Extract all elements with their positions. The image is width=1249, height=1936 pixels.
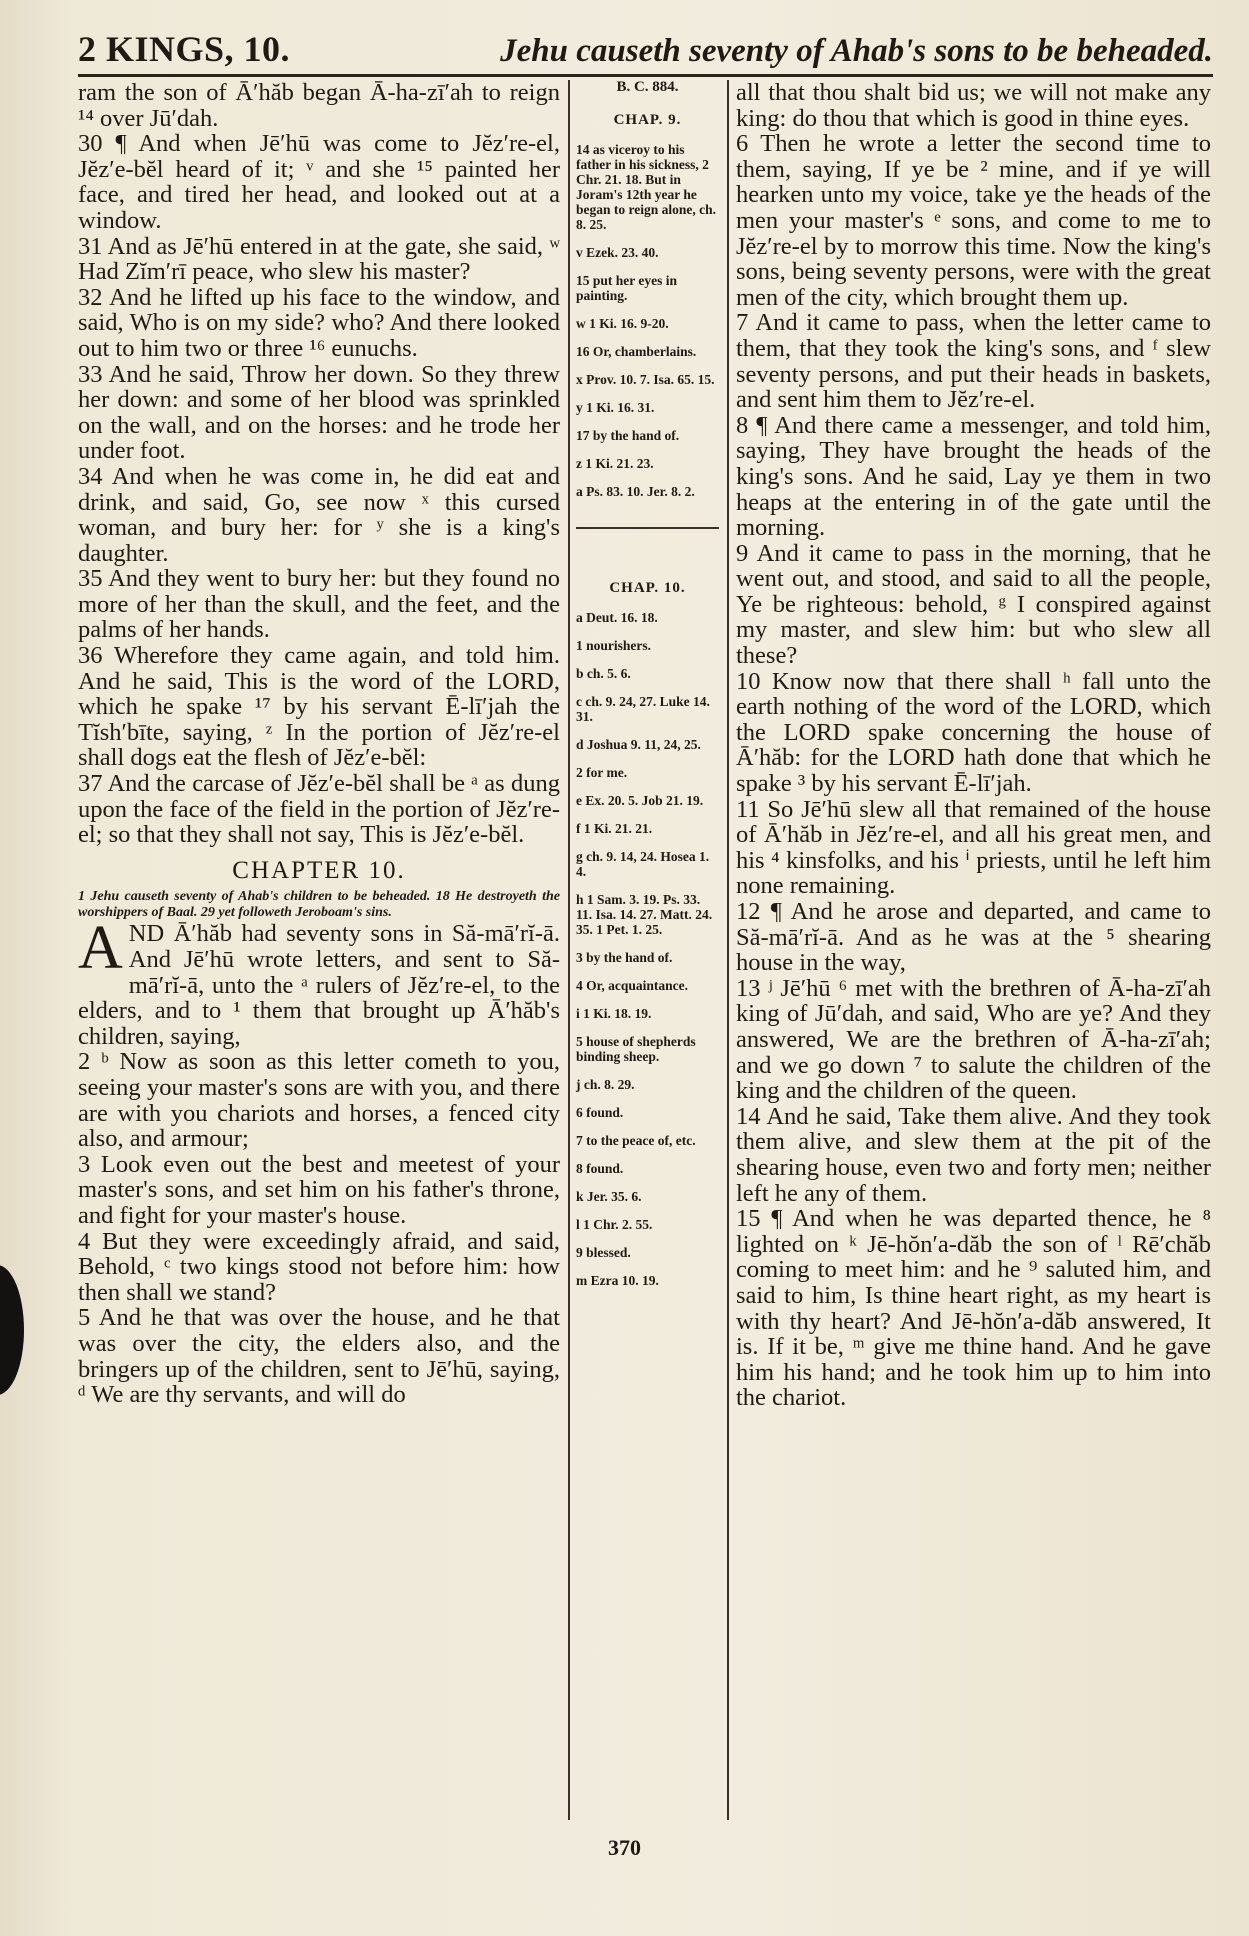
reference-note: x Prov. 10. 7. Isa. 65. 15. [576, 372, 715, 387]
reference-note: a Deut. 16. 18. [576, 610, 658, 625]
reference-note: l 1 Chr. 2. 55. [576, 1217, 653, 1232]
verse: 7 And it came to pass, when the letter came to them, that they took the king's sons, and ᶠ slew seventy persons, and put their heads in baskets, and sent him them to Jĕz′re-el. [736, 309, 1211, 414]
verse: 3 Look even out the best and meetest of your master's sons, and set him on his father's throne, and fight for your master's house. [78, 1150, 560, 1229]
verse: 12 ¶ And he arose and departed, and came to Să-mā′rĭ-ā. And as he was at the ⁵ shearing house in the way, [736, 898, 1211, 977]
reference-note: 4 Or, acquaintance. [576, 978, 689, 993]
reference-note: z 1 Ki. 21. 23. [576, 456, 654, 471]
chapter-first-verse [78, 914, 560, 1050]
reference-note: 9 blessed. [576, 1245, 631, 1260]
reference-note: 15 put her eyes in painting. [576, 273, 678, 303]
reference-note: 1 nourishers. [576, 638, 652, 653]
reference-note: 17 by the hand of. [576, 428, 680, 443]
verse: 31 And as Jē′hū entered in at the gate, she said, ʷ Had Zĭm′rī peace, who slew his master? [78, 232, 560, 286]
first-verse-text: ND Ā′hăb had seventy sons in Să-mā′rĭ-ā. And Jē′hū wrote letters, and sent to Să-mā′rĭ-ā, unto the ᵃ rulers of Jĕz′re-el, to the elders, and to ¹ them that brought up Ā′hăb's children, saying, [78, 920, 560, 1050]
reference-note: j ch. 8. 29. [576, 1077, 635, 1092]
verse: 14 And he said, Take them alive. And they took them alive, and slew them at the pit of the shearing house, even two and forty men; neither left he any of them. [736, 1102, 1211, 1207]
verse: 2 ᵇ Now as soon as this letter cometh to you, seeing your master's sons are with you, and there are with you chariots and horses, a fenced city also, and armour; [78, 1048, 560, 1153]
verse: 37 And the carcase of Jĕz′e-bĕl shall be ᵃ as dung upon the face of the field in the portion of Jĕz′re-el; so that they shall not say, This is Jĕz′e-bĕl. [78, 770, 560, 849]
reference-note: 8 found. [576, 1161, 624, 1176]
reference-note: 3 by the hand of. [576, 950, 673, 965]
reference-note: 14 as viceroy to his father in his sickness, 2 Chr. 21. 18. But in Joram's 12th year he began to reign alone, ch. 8. 25. [576, 142, 717, 232]
drop-cap: A [78, 914, 123, 983]
reference-note: w 1 Ki. 16. 9-20. [576, 316, 669, 331]
verse: 35 And they went to bury her: but they found no more of her than the skull, and the feet, and the palms of her hands. [78, 565, 560, 644]
reference-note: v Ezek. 23. 40. [576, 245, 659, 260]
reference-note: a Ps. 83. 10. Jer. 8. 2. [576, 484, 695, 499]
reference-note: h 1 Sam. 3. 19. Ps. 33. 11. Isa. 14. 27. Matt. 24. 35. 1 Pet. 1. 25. [576, 892, 713, 937]
column-divider-right [727, 80, 729, 1820]
reference-note: e Ex. 20. 5. Job 21. 19. [576, 793, 704, 808]
reference-note: b ch. 5. 6. [576, 666, 631, 681]
column-divider-left [568, 80, 570, 1820]
verse: ram the son of Ā′hăb began Ā-ha-zī′ah to reign ¹⁴ over Jū′dah. [78, 79, 560, 132]
verse: 13 ʲ Jē′hū ⁶ met with the brethren of Ā-ha-zī′ah king of Jū′dah, and said, Who are ye? And they answered, We are the brethren of Ā-ha-zī′ah; and we go down ⁷ to salute the children of the king and the children of the queen. [736, 974, 1211, 1105]
thumb-index-tab [0, 1265, 24, 1395]
chapter-heading: CHAPTER 10. [232, 856, 406, 884]
running-title: Jehu causeth seventy of Ahab's sons to be beheaded. [500, 33, 1213, 69]
verse: 10 Know now that there shall ʰ fall unto the earth nothing of the word of the LORD, which the LORD spake concerning the house of Ā′hăb: for the LORD hath done that which he spake ³ by his servant Ē-lī′jah. [736, 667, 1211, 798]
verse: 33 And he said, Throw her down. So they threw her down: and some of her blood was sprinkled on the wall, and on the horses: and he trode her under foot. [78, 360, 560, 465]
verse: 34 And when he was come in, he did eat and drink, and said, Go, see now ˣ this cursed woman, and bury her: for ʸ she is a king's daughter. [78, 462, 560, 567]
reference-note: f 1 Ki. 21. 21. [576, 821, 653, 836]
reference-note: c ch. 9. 24, 27. Luke 14. 31. [576, 694, 710, 724]
reference-note: 5 house of shepherds binding sheep. [576, 1034, 696, 1064]
header-rule [78, 74, 1213, 77]
verse: 32 And he lifted up his face to the window, and said, Who is on my side? who? And there looked out to him two or three ¹⁶ eunuchs. [78, 283, 560, 362]
reference-divider [576, 527, 719, 529]
running-header [78, 28, 1213, 70]
reference-note: 16 Or, chamberlains. [576, 344, 697, 359]
verse: 4 But they were exceedingly afraid, and said, Behold, ᶜ two kings stood not before him: how then shall we stand? [78, 1227, 560, 1306]
verse: 15 ¶ And when he was departed thence, he ⁸ lighted on ᵏ Jē-hŏn′a-dăb the son of ˡ Rē′chăb coming to meet him: and he ⁹ saluted him, and said to him, Is thine heart right, as my heart is with thy heart? And Jē-hŏn′a-dăb answered, It is. If it be, ᵐ give me thine hand. And he gave him his hand; and he took him up to him into the chariot. [736, 1205, 1211, 1412]
reference-note: d Joshua 9. 11, 24, 25. [576, 737, 701, 752]
reference-note: k Jer. 35. 6. [576, 1189, 642, 1204]
verse: 30 ¶ And when Jē′hū was come to Jĕz′re-el, Jĕz′e-bĕl heard of it; ᵛ and she ¹⁵ painted her face, and tired her head, and looked out at a window. [78, 130, 560, 234]
right-text-column [736, 80, 1211, 1411]
verse: 36 Wherefore they came again, and told him. And he said, This is the word of the LORD, which he spake ¹⁷ by his servant Ē-lī′jah the Tĭsh′bīte, saying, ᶻ In the portion of Jĕz′re-el shall dogs eat the flesh of Jĕz′e-bĕl: [78, 642, 560, 772]
reference-chapter-label: CHAP. 10. [609, 580, 686, 596]
reference-note: m Ezra 10. 19. [576, 1273, 659, 1288]
verse: 6 Then he wrote a letter the second time to them, saying, If ye be ² mine, and if ye will hearken unto my voice, take ye the heads of the men your master's ᵉ sons, and come to me to Jĕz′re-el by to morrow this time. Now the king's sons, being seventy persons, were with the great men of the city, which brought them up. [736, 130, 1211, 311]
reference-note: 6 found. [576, 1105, 624, 1120]
reference-note: i 1 Ki. 18. 19. [576, 1006, 652, 1021]
date-marker: B. C. 884. [616, 79, 679, 95]
reference-note: 2 for me. [576, 765, 628, 780]
verse: all that thou shalt bid us; we will not make any king: do thou that which is good in thine eyes. [736, 79, 1211, 132]
page-number: 370 [608, 1835, 641, 1860]
verse: 5 And he that was over the house, and he that was over the city, the elders also, and the bringers up of the children, sent to Jē′hū, saying, ᵈ We are thy servants, and will do [78, 1304, 560, 1409]
verse: 9 And it came to pass in the morning, that he went out, and stood, and said to all the people, Ye be righteous: behold, ᵍ I conspired against my master, and slew him: but who slew all these? [736, 539, 1211, 670]
reference-note: 7 to the peace of, etc. [576, 1133, 696, 1148]
verse: 8 ¶ And there came a messenger, and told him, saying, They have brought the heads of the king's sons. And he said, Lay ye them in two heaps at the entering in of the gate until the morning. [736, 411, 1211, 542]
reference-chapter-label: CHAP. 9. [613, 112, 682, 128]
left-text-column [78, 80, 560, 1408]
book-chapter-label: 2 KINGS, 10. [78, 29, 291, 69]
chapter-summary: 1 Jehu causeth seventy of Ahab's children to be beheaded. 18 He destroyeth the worshippers of Baal. 29 yet followeth Jeroboam's sins. [78, 889, 560, 921]
verse: 11 So Jē′hū slew all that remained of the house of Ā′hăb in Jĕz′re-el, and all his great men, and his ⁴ kinsfolks, and his ⁱ priests, until he left him none remaining. [736, 795, 1211, 900]
reference-note: y 1 Ki. 16. 31. [576, 400, 655, 415]
center-reference-column [576, 80, 719, 1301]
reference-note: g ch. 9. 14, 24. Hosea 1. 4. [576, 849, 710, 879]
